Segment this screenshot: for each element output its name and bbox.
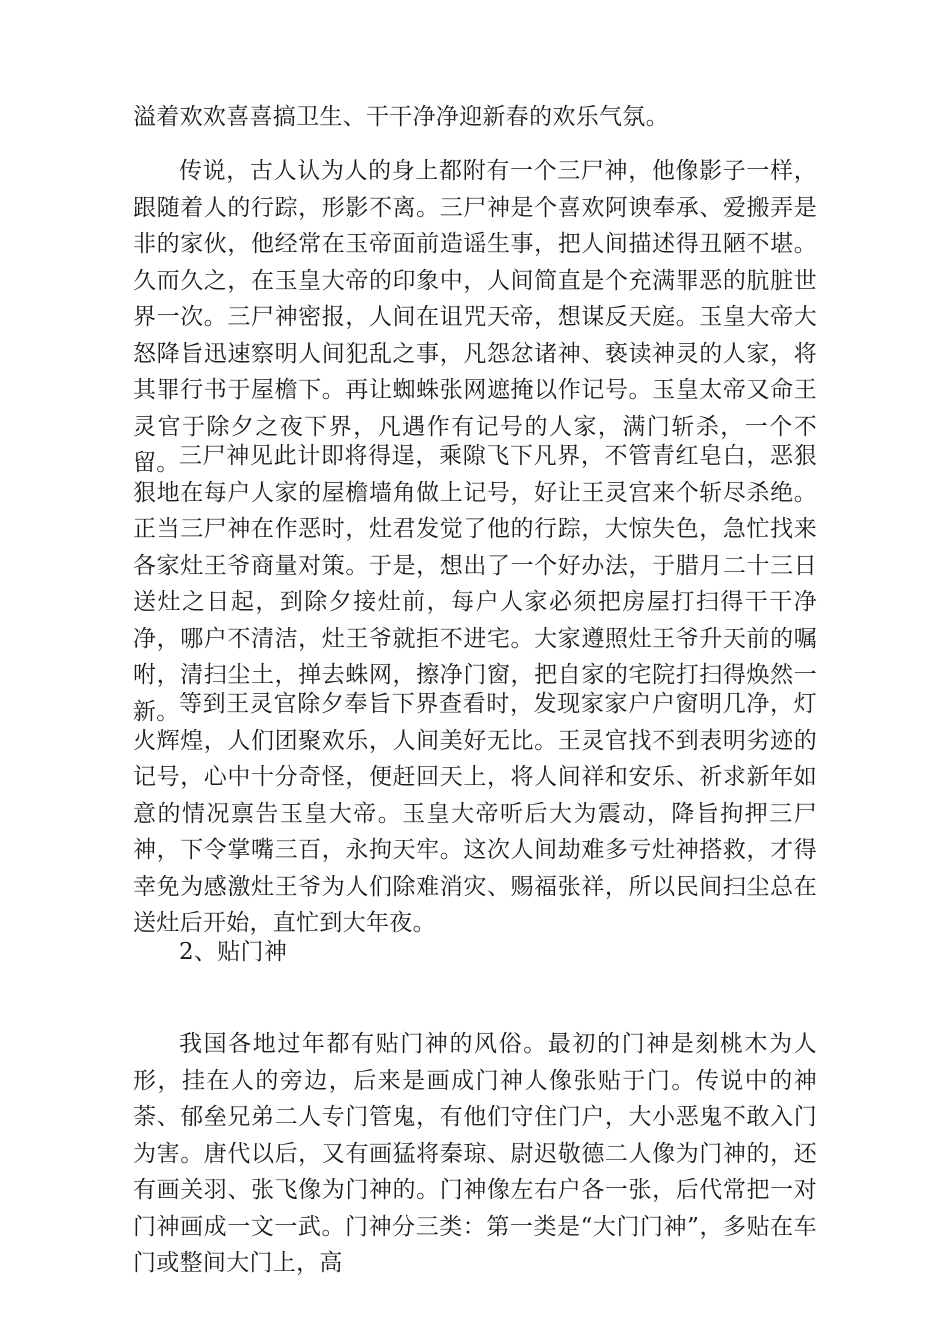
paragraph-legend-sanshi-god: 传说，古人认为人的身上都附有一个三尸神，他像影子一样，跟随着人的行踪，形影不离。三尸神是个喜欢阿谀奉承、爱搬弄是非的家伙，他经常在玉帝面前造谣生事，把人间描述得丑陋不堪。久而久之，在玉皇大帝的印象中，人间简直是个充满罪恶的肮脏世界一次。三尸神密报，人间在诅咒天帝，想谋反天庭。玉皇大帝大怒降旨迅速察明人间犯乱之事，凡怨忿诸神、亵读神灵的人家，将其罪行书于屋檐下。再让蜘蛛张网遮掩以作记号。玉皇太帝又命王灵官于除夕之夜下界，凡遇作有记号的人家，满门斩杀，一个不留。 (133, 158, 817, 476)
section-heading-door-gods: 2、贴门神 (179, 939, 288, 965)
paragraph-kitchen-god-plan: 三尸神见此计即将得逞，乘隙飞下凡界，不管青红皂白，恶狠狠地在每户人家的屋檐墙角做上记号，好让王灵宫来个斩尽杀绝。正当三尸神在作恶时，灶君发觉了他的行踪，大惊失色，急忙找来各家灶王爷商量对策。于是，想出了一个好办法，于腊月二十三日送灶之日起，到除夕接灶前，每户人家必须把房屋打扫得干干净净，哪户不清洁，灶王爷就拒不进宅。大家遵照灶王爷升天前的嘱咐，清扫尘土，掸去蛛网，擦净门窗，把自家的宅院打扫得焕然一新。 (133, 443, 817, 725)
paragraph-door-gods: 我国各地过年都有贴门神的风俗。最初的门神是刻桃木为人形，挂在人的旁边，后来是画成门神人像张贴于门。传说中的神荼、郁垒兄弟二人专门管鬼，有他们守住门户，大小恶鬼不敢入门为害。唐代以后，又有画猛将秦琼、尉迟敬德二人像为门神的，还有画关羽、张飞像为门神的。门神像左右户各一张，后代常把一对门神画成一文一武。门神分三类：第一类是“大门门神”，多贴在车门或整间大门上，高 (133, 1031, 817, 1276)
paragraph-continued: 溢着欢欢喜喜搞卫生、干干净净迎新春的欢乐气氛。 (133, 104, 669, 130)
paragraph-wang-lingguan: 等到王灵官除夕奉旨下界查看时，发现家家户户窗明几净，灯火辉煌，人们团聚欢乐，人间美好无比。王灵官找不到表明劣迹的记号，心中十分奇怪，便赶回天上，将人间祥和安乐、祈求新年如意的情况禀告玉皇大帝。玉皇大帝听后大为震动，降旨拘押三尸神，下令掌嘴三百，永拘天牢。这次人间劫难多亏灶神搭救，才得幸免为感激灶王爷为人们除难消灾、赐福张祥，所以民间扫尘总在送灶后开始，直忙到大年夜。 (133, 691, 817, 936)
